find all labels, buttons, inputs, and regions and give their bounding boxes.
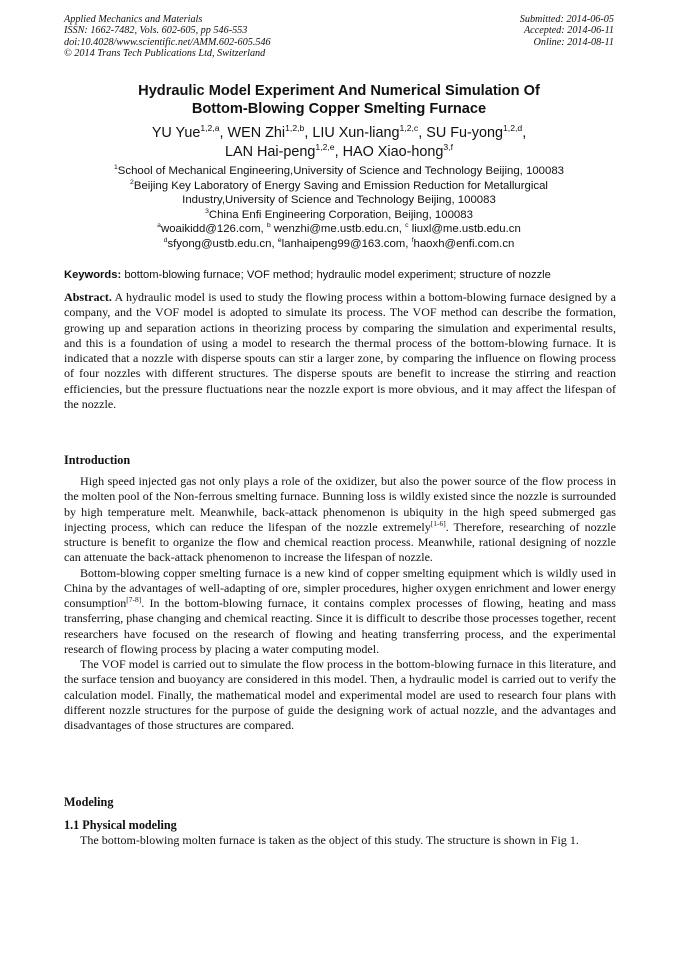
affiliation-3: $^3$China Enfi Engineering Corporation, Beijing, 100083: [205, 207, 473, 221]
paragraph: The VOF model is carried out to simulate the flow process in the bottom-blowing furnace in this literature, and the surface tension and buoyancy are considered in this model. Then, a hydraulic model is carried out to verify the calculation model. Finally, the mathematical model and experimental model are used to research four plans with different nozzle structures for the purpose of guide the designing work of actual nozzle, and the advantages and disadvantages of those structures are compared.: [64, 657, 616, 732]
email-link[interactable]: sfyong@ustb.edu.cn,: [167, 237, 275, 250]
email-link[interactable]: woaikidd@126.com,: [160, 223, 264, 236]
paragraph: The bottom-blowing molten furnace is taken as the object of this study. The structure is shown in Fig 1.: [80, 833, 579, 847]
citation[interactable]: [1-6]: [430, 518, 446, 528]
affiliation-2-cont: Industry,University of Science and Technology Beijing, 100083: [182, 194, 496, 207]
affiliation-1: $^1$School of Mechanical Engineering,University of Science and Technology Beijing, 100083: [113, 164, 564, 177]
journal-issn: ISSN: 1662-7482, Vols. 602-605, pp 546-553: [64, 25, 248, 37]
introduction-heading: Introduction: [64, 453, 131, 467]
author-name: LIU Xun-liang: [312, 125, 400, 141]
affiliations: [30, 164, 648, 252]
email-line-2: $^d$sfyong@ustb.edu.cn, $^e$lanhaipeng99@163.com, $^f$haoxh@enfi.com.cn: [163, 237, 515, 250]
email-link[interactable]: lanhaipeng99@163.com,: [281, 237, 409, 250]
author-name: LAN Hai-peng: [225, 144, 316, 160]
author-name: HAO Xiao-hong: [342, 144, 444, 160]
citation[interactable]: [7-8]: [126, 594, 142, 604]
author-name: YU Yue: [151, 125, 201, 141]
author-affil-mark: 1,2,b: [285, 123, 305, 134]
author-affil-mark: 1,2,e: [315, 142, 335, 153]
physical-modeling-body: [64, 833, 616, 848]
keywords-label: Keywords:: [64, 269, 122, 281]
author-list: YU Yue$^{1,2,a}$, WEN Zhi$^{1,2,b}$, LIU Xun-liang$^{1,2,c}$, SU Fu-yong$^{1,2,d}$, LAN Hai-peng$^{1,2,e}$, HAO Xiao-hong$^{3,f}$: [151, 123, 527, 160]
publication-dates: [520, 14, 614, 48]
paper-title: [40, 82, 638, 118]
title-line-2: Bottom-Blowing Copper Smelting Furnace: [191, 101, 487, 117]
abstract: [64, 290, 616, 412]
accepted-date: Accepted: 2014-06-11: [523, 25, 614, 37]
paragraph: Bottom-blowing copper smelting furnace is a new kind of copper smelting equipment which is wildly used in China by the advantages of well-adapting of ore, simpler procedures, higher oxygen enrichment and lower energy consumption[7-8]. In the bottom-blowing furnace, it contains complex processes of flowing, heating and mass transferring, phase changing and chemical reacting. Since it is difficult to describe those processes together, recent researchers have focused on the research of flowing and heating transferring process, and the experimental research of flowing process by placing a water computing model.: [64, 565, 616, 656]
journal-header: [64, 14, 271, 60]
abstract-label: Abstract.: [64, 290, 112, 304]
author-affil-mark: 1,2,d: [503, 123, 523, 134]
journal-doi[interactable]: doi:10.4028/www.scientific.net/AMM.602-605.546: [64, 36, 271, 48]
email-link[interactable]: liuxl@me.ustb.edu.cn: [411, 223, 521, 236]
paragraph: High speed injected gas not only plays a role of the oxidizer, but also the power source of the flow process in the molten pool of the Non-ferrous smelting furnace. Bunning loss is wildly existed since the nozzle is surrounded by high temperature melt. Meanwhile, back-attack phenomenon is ubiquity in the high speed submerged gas injecting process, which can reduce the lifespan of the nozzle extremely[1-6]. Therefore, researching of nozzle structure is benefit to organize the flow and chemical reaction process. Meanwhile, rational designing of nozzle can attenuate the back-attack phenomenon to increase the lifespan of nozzle.: [64, 474, 616, 565]
keywords: [64, 268, 616, 282]
author-name: SU Fu-yong: [426, 125, 503, 141]
journal-name: Applied Mechanics and Materials: [64, 14, 203, 25]
email-link[interactable]: haoxh@enfi.com.cn: [413, 237, 515, 250]
submitted-date: Submitted: 2014-06-05: [519, 14, 614, 25]
email-link[interactable]: wenzhi@me.ustb.edu.cn,: [273, 223, 402, 236]
abstract-text: A hydraulic model is used to study the flowing process within a bottom-blowing furnace designed by a company, and the VOF model is adopted to simulate its process. The VOF method can describe the formation, growing up and separation actions in theorizing process by comparing the simulation and experimental results, and this is a foundation of using a model to research the thermal process of the bottom-blowing furnace. It is indicated that a nozzle with disperse spouts can stir a larger zone, by comparing the influence on flowing process of four nozzles with different structures. The disperse spouts are benefit to increase the stirring and reaction efficiencies, but the pressure fluctuations near the nozzle export is more obvious, and it may affect the lifespan of the nozzle.: [64, 290, 616, 411]
affiliation-2: $^2$Beijing Key Laboratory of Energy Saving and Emission Reduction for Metallurgical: [130, 178, 548, 192]
copyright: © 2014 Trans Tech Publications Ltd, Switzerland: [64, 48, 266, 60]
author-name: WEN Zhi: [227, 125, 286, 141]
keywords-text: bottom-blowing furnace; VOF method; hydraulic model experiment; structure of nozzle: [124, 269, 551, 281]
email-line-1: $^a$woaikidd@126.com, $^b$ wenzhi@me.ustb.edu.cn, $^c$ liuxl@me.ustb.edu.cn: [157, 222, 521, 236]
author-affil-mark: 3,f: [443, 142, 453, 153]
introduction-body: [64, 474, 616, 733]
author-affil-mark: 1,2,a: [200, 123, 220, 134]
physical-modeling-heading: 1.1 Physical modeling: [64, 818, 177, 832]
modeling-heading: Modeling: [64, 795, 114, 809]
author-affil-mark: 1,2,c: [399, 123, 419, 134]
online-date: Online: 2014-08-11: [533, 36, 614, 48]
title-line-1: Hydraulic Model Experiment And Numerical Simulation Of: [138, 83, 540, 99]
